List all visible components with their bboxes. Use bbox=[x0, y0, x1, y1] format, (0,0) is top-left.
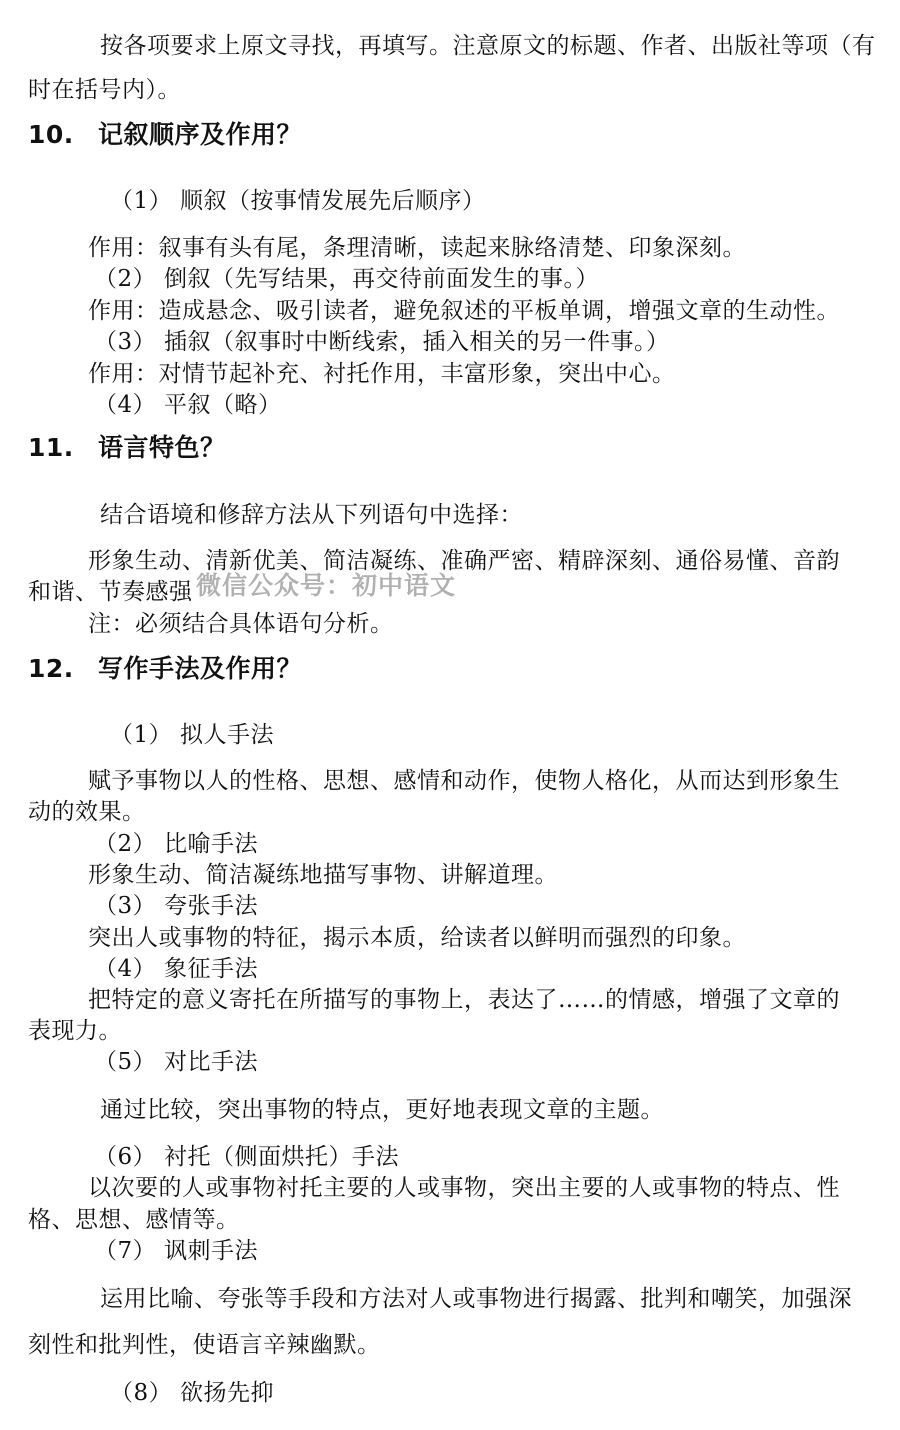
narrative-item-1: （1） 顺叙（按事情发展先后顺序） bbox=[110, 188, 486, 214]
section-11-heading bbox=[28, 433, 226, 463]
section-12-heading bbox=[28, 654, 302, 684]
section-number: 11. bbox=[28, 433, 74, 462]
technique-1-desc-line-2: 动的效果。 bbox=[28, 799, 146, 825]
section-number: 10. bbox=[28, 120, 74, 149]
intro-line-1: 按各项要求上原文寻找，再填写。注意原文的标题、作者、出版社等项（有 bbox=[100, 33, 876, 59]
language-list-line-2: 和谐、节奏感强 bbox=[28, 579, 193, 605]
technique-2-desc: 形象生动、简洁凝练地描写事物、讲解道理。 bbox=[88, 862, 558, 888]
narrative-effect-2: 作用：造成悬念、吸引读者，避免叙述的平板单调，增强文章的生动性。 bbox=[88, 298, 840, 324]
technique-7-desc-line-1: 运用比喻、夸张等手段和方法对人或事物进行揭露、批判和嘲笑，加强深 bbox=[100, 1286, 852, 1312]
technique-5-desc: 通过比较，突出事物的特点，更好地表现文章的主题。 bbox=[100, 1097, 664, 1123]
section-10-heading bbox=[28, 120, 302, 150]
technique-4-title: （4） 象征手法 bbox=[94, 956, 258, 982]
language-intro: 结合语境和修辞方法从下列语句中选择： bbox=[100, 502, 523, 528]
narrative-effect-3: 作用：对情节起补充、衬托作用，丰富形象，突出中心。 bbox=[88, 361, 676, 387]
technique-1-desc-line-1: 赋予事物以人的性格、思想、感情和动作，使物人格化，从而达到形象生 bbox=[88, 768, 840, 794]
technique-4-desc-line-2: 表现力。 bbox=[28, 1018, 122, 1044]
technique-7-title: （7） 讽刺手法 bbox=[94, 1238, 258, 1264]
narrative-item-4: （4） 平叙（略） bbox=[94, 392, 282, 418]
technique-1-title: （1） 拟人手法 bbox=[110, 722, 274, 748]
narrative-item-3: （3） 插叙（叙事时中断线索，插入相关的另一件事。） bbox=[94, 329, 670, 355]
technique-6-desc-line-2: 格、思想、感情等。 bbox=[28, 1207, 240, 1233]
technique-2-title: （2） 比喻手法 bbox=[94, 831, 258, 857]
section-number: 12. bbox=[28, 654, 74, 683]
technique-4-desc-line-1: 把特定的意义寄托在所描写的事物上，表达了……的情感，增强了文章的 bbox=[88, 987, 840, 1013]
technique-3-title: （3） 夸张手法 bbox=[94, 893, 258, 919]
technique-8-title: （8） 欲扬先抑 bbox=[110, 1380, 274, 1406]
language-note: 注：必须结合具体语句分析。 bbox=[88, 611, 394, 637]
technique-6-title: （6） 衬托（侧面烘托）手法 bbox=[94, 1144, 399, 1170]
intro-line-2: 时在括号内）。 bbox=[28, 77, 181, 103]
technique-5-title: （5） 对比手法 bbox=[94, 1049, 258, 1075]
technique-3-desc: 突出人或事物的特征，揭示本质，给读者以鲜明而强烈的印象。 bbox=[88, 925, 746, 951]
section-title: 记叙顺序及作用？ bbox=[98, 120, 303, 149]
narrative-item-2: （2） 倒叙（先写结果，再交待前面发生的事。） bbox=[94, 266, 599, 292]
technique-7-desc-line-2: 刻性和批判性，使语言辛辣幽默。 bbox=[28, 1332, 381, 1358]
language-list-line-1: 形象生动、清新优美、简洁凝练、准确严密、精辟深刻、通俗易懂、音韵 bbox=[88, 548, 840, 574]
section-title: 写作手法及作用？ bbox=[98, 654, 303, 683]
technique-6-desc-line-1: 以次要的人或事物衬托主要的人或事物，突出主要的人或事物的特点、性 bbox=[88, 1175, 840, 1201]
section-title: 语言特色？ bbox=[98, 433, 226, 462]
narrative-effect-1: 作用：叙事有头有尾，条理清晰，读起来脉络清楚、印象深刻。 bbox=[88, 235, 746, 261]
watermark: 微信公众号：初中语文 bbox=[196, 571, 457, 600]
